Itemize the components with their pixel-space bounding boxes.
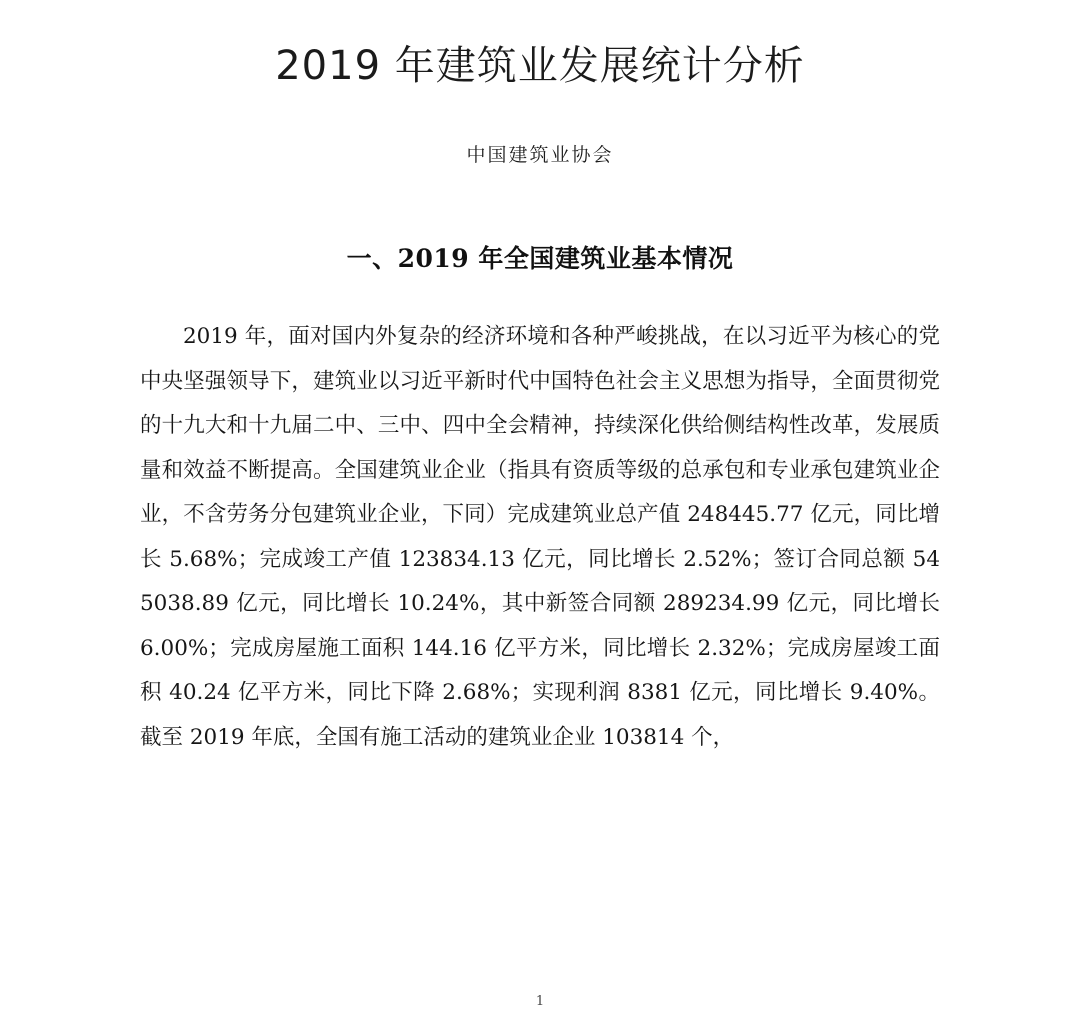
- section-heading: 一、2019 年全国建筑业基本情况: [346, 244, 734, 273]
- page-title: 2019 年建筑业发展统计分析: [275, 43, 805, 89]
- document-author: 中国建筑业协会: [466, 144, 614, 166]
- body-paragraph: 2019 年，面对国内外复杂的经济环境和各种严峻挑战，在以习近平为核心的党中央坚强领导下，建筑业以习近平新时代中国特色社会主义思想为指导，全面贯彻党的十九大和十九届二中、三中、四中全会精神，持续深化供给侧结构性改革，发展质量和效益不断提高。全国建筑业企业（指具有资质等级的总承包和专业承包建筑业企业，不含劳务分包建筑业企业，下同）完成建筑业总产值 248445.77 亿元，同比增长 5.68%；完成竣工产值 123834.13 亿元，同比增长 2.52%；签订合同总额 545038.89 亿元，同比增长 10.24%，其中新签合同额 289234.99 亿元，同比增长 6.00%；完成房屋施工面积 144.16 亿平方米，同比增长 2.32%；完成房屋竣工面积 40.24 亿平方米，同比下降 2.68%；实现利润 8381 亿元，同比增长 9.40%。截至 2019 年底，全国有施工活动的建筑业企业 103814 个，: [140, 324, 940, 750]
- page-number: 1: [535, 994, 545, 1009]
- body-content: [140, 275, 940, 760]
